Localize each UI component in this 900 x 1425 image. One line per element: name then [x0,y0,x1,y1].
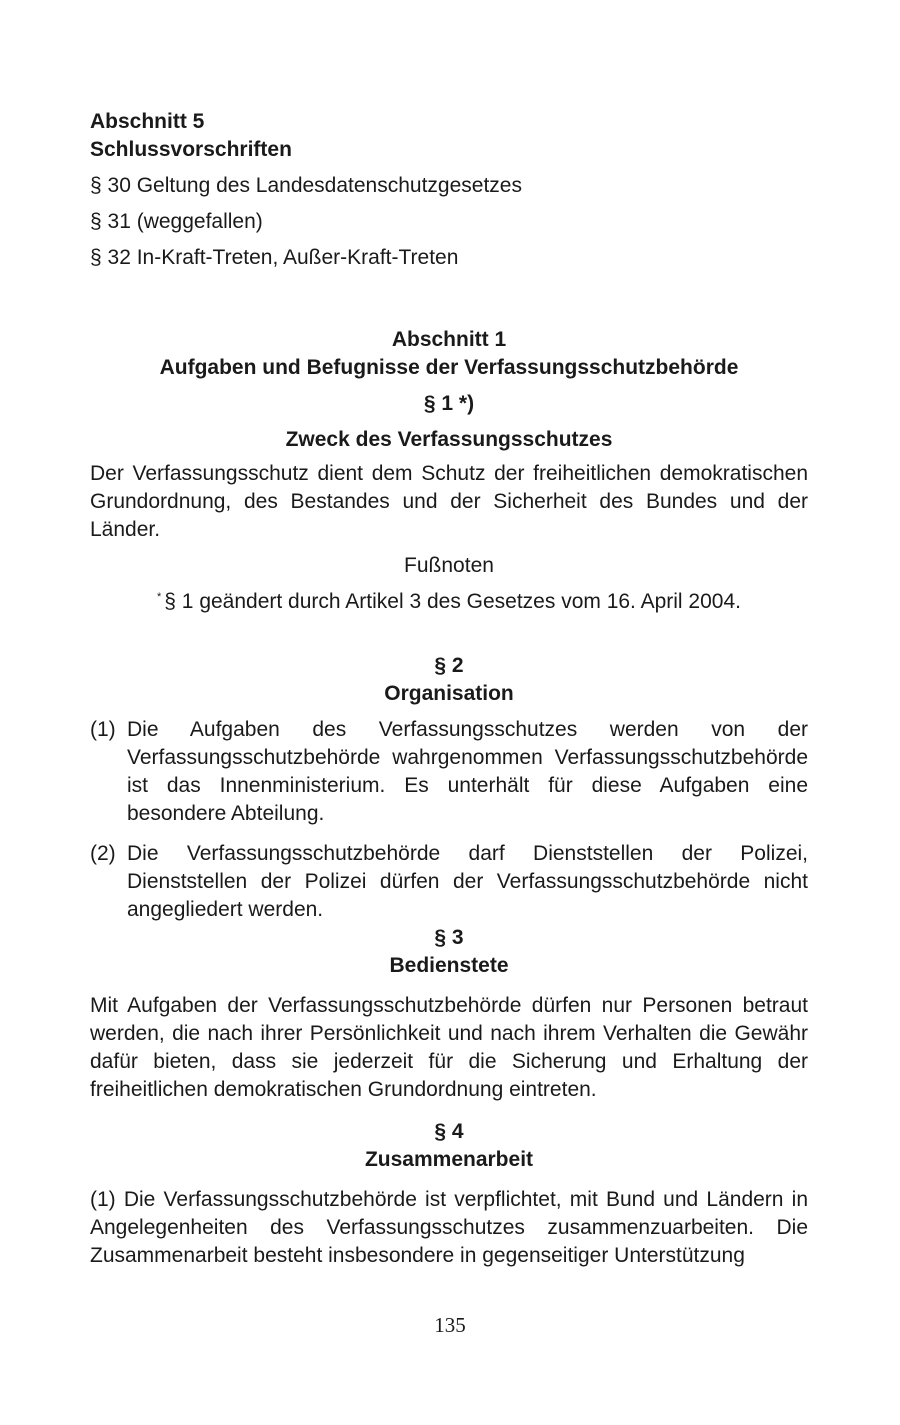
paragraph-text: Mit Aufgaben der Verfassungsschutzbehörde dürfen nur Personen betraut werden, die nach ihrer Persönlichkeit und nach ihrem Verhalten die Gewähr dafür bieten, dass sie jederzeit für die Sicherung und Erhaltung der freiheitlichen demokratischen Grundordnung eintreten. [90,994,808,1101]
list-item-number: (2) [90,842,116,865]
list-item-number: (1) [90,718,116,741]
list-item-text: Die Verfassungsschutzbehörde darf Dienststellen der Polizei, Dienststellen der Polizei dürfen der Verfassungsschutzbehörde nicht angegliedert werden. [127,842,808,921]
toc-heading-2: Schlussvorschriften [90,138,292,161]
list-item [90,716,808,828]
footnote-marker: * [157,591,162,603]
paragraph-title: Zweck des Verfassungsschutzes [285,428,613,451]
paragraph-number: § 4 [434,1120,464,1143]
page-content [90,108,808,1270]
paragraph-number: § 1 *) [423,392,475,415]
paragraph-text: (1) Die Verfassungsschutzbehörde ist verpflichtet, mit Bund und Ländern in Angelegenheiten des Verfassungsschutzes zusammenzuarbeiten. Die Zusammenarbeit besteht insbesondere in gegenseitiger Unterstützung [90,1188,808,1267]
paragraph-number: § 3 [434,926,464,949]
toc-heading-1: Abschnitt 5 [90,110,205,133]
paragraph-title: Bedienstete [389,954,509,977]
section-heading-2: Aufgaben und Befugnisse der Verfassungsschutzbehörde [159,356,739,379]
section-heading-1: Abschnitt 1 [391,328,507,351]
page-number: 135 [434,1313,466,1337]
footnote-text: § 1 geändert durch Artikel 3 des Gesetzes vom 16. April 2004. [164,590,741,613]
paragraph-text: Der Verfassungsschutz dient dem Schutz der freiheitlichen demokratischen Grundordnung, des Bestandes und der Sicherheit des Bundes und der Länder. [90,462,808,541]
list-item [90,840,808,924]
paragraph-number: § 2 [434,654,464,677]
list-item-text: Die Aufgaben des Verfassungsschutzes werden von der Verfassungsschutzbehörde wahrgenommen Verfassungsschutzbehörde ist das Innenministerium. Es unterhält für diese Aufgaben eine besondere Abteilung. [127,718,808,825]
footnotes-label: Fußnoten [404,554,494,577]
paragraph-title: Zusammenarbeit [364,1148,534,1171]
toc-item: § 32 In-Kraft-Treten, Außer-Kraft-Treten [90,246,459,269]
paragraph-title: Organisation [384,682,514,705]
footnote [90,588,808,616]
toc-item: § 31 (weggefallen) [90,210,263,233]
toc-item: § 30 Geltung des Landesdatenschutzgesetzes [90,174,522,197]
